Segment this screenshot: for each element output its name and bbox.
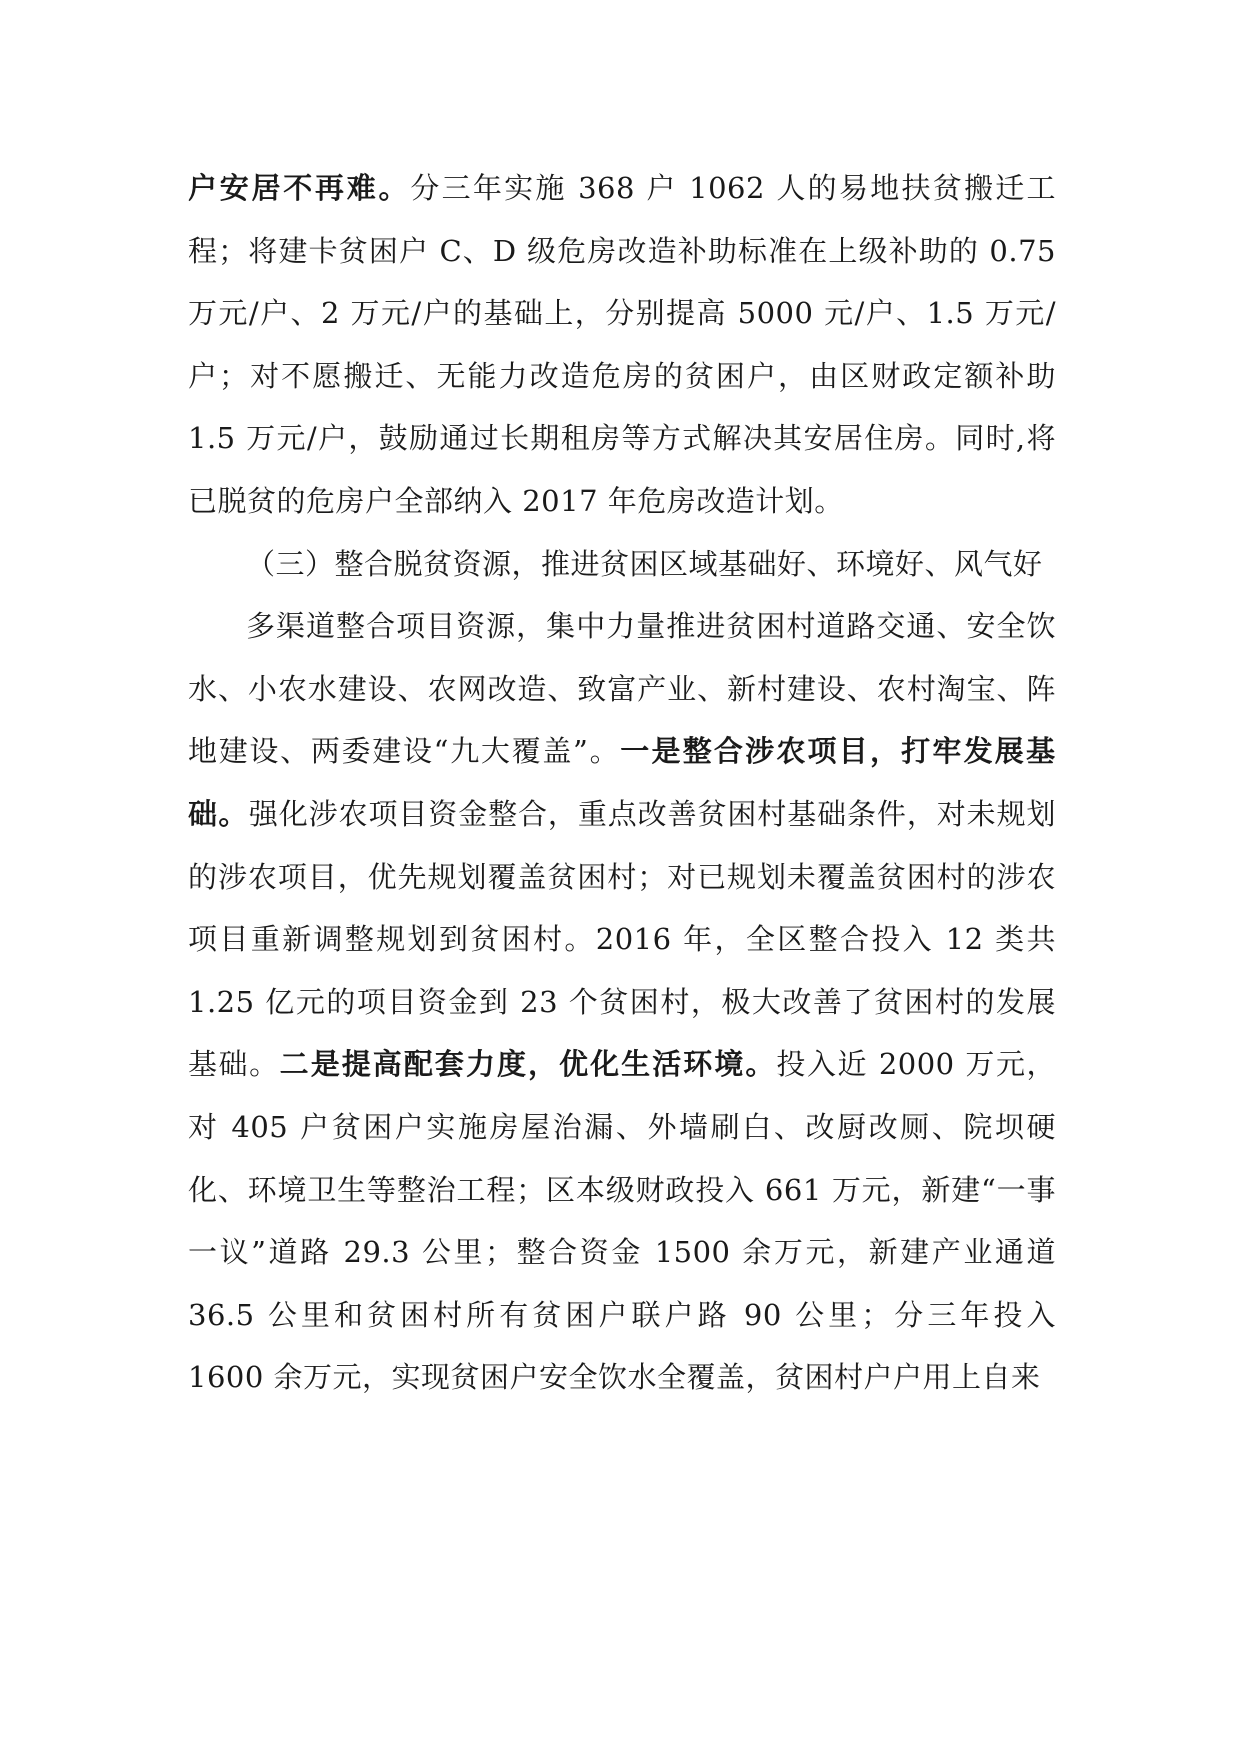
paragraph-resources <box>188 595 1056 1409</box>
section-heading-text: （三）整合脱贫资源，推进贫困区域基础好、环境好、风气好 <box>246 546 1043 581</box>
document-body <box>188 157 1056 1409</box>
paragraph-text: 强化涉农项目资金整合，重点改善贫困村基础条件，对未规划的涉农项目，优先规划覆盖贫困村；对已规划未覆盖贫困村的涉农项目重新调整规划到贫困村。2016 年，全区整合投入 12 类共 1.25 亿元的项目资金到 23 个贫困村，极大改善了贫困村的发展基础。 <box>188 796 1056 1082</box>
paragraph-text: 投入近 2000 万元，对 405 户贫困户实施房屋治漏、外墙刷白、改厨改厕、院坝硬化、环境卫生等整治工程；区本级财政投入 661 万元，新建“一事一议”道路 29.3 公里；整合资金 1500 余万元，新建产业通道 36.5 公里和贫困村所有贫困户联户路 90 公里；分三年投入 1600 余万元，实现贫困户安全饮水全覆盖，贫困村户户用上自来 <box>188 1047 1056 1395</box>
bold-heading-first: 一是整合涉农项目，打牢发展基础。 <box>188 734 1056 831</box>
paragraph-text: 分三年实施 368 户 1062 人的易地扶贫搬迁工程；将建卡贫困户 C、D 级危房改造补助标准在上级补助的 0.75 万元/户、2 万元/户的基础上，分别提高 5000 元/户、1.5 万元/户；对不愿搬迁、无能力改造危房的贫困户，由区财政定额补助 1.5 万元/户，鼓励通过长期租房等方式解决其安居住房。同时,将已脱贫的危房户全部纳入 2017 年危房改造计划。 <box>188 171 1056 518</box>
bold-heading-housing: 户安居不再难。 <box>188 171 411 205</box>
paragraph-housing <box>188 157 1056 533</box>
bold-heading-second: 二是提高配套力度，优化生活环境。 <box>279 1047 777 1082</box>
paragraph-text: 多渠道整合项目资源，集中力量推进贫困村道路交通、安全饮水、小农水建设、农网改造、致富产业、新村建设、农村淘宝、阵地建设、两委建设“九大覆盖”。 <box>188 609 1056 769</box>
section-heading-3 <box>188 533 1056 596</box>
